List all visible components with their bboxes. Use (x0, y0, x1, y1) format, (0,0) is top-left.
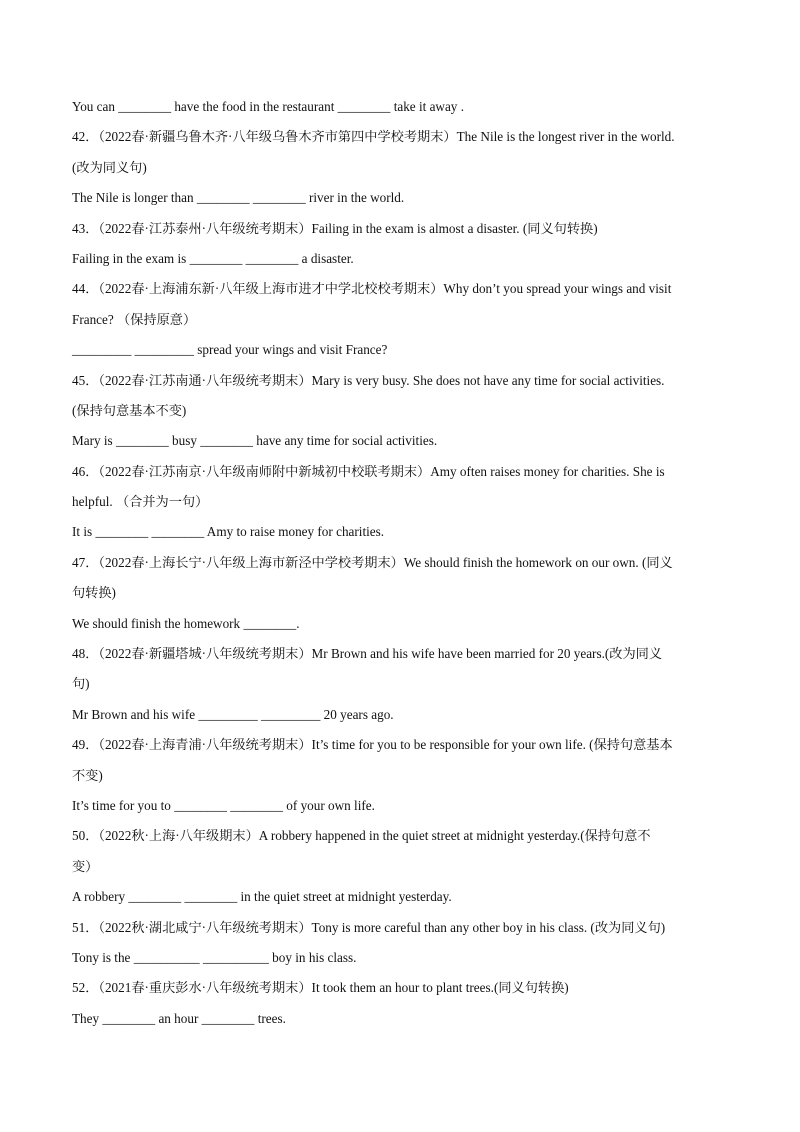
q49-prompt: 49．（2022春·上海青浦·八年级统考期末）It’s time for you to be responsible for your own life. (保持句意基本 (72, 737, 673, 753)
q51-answer-line: Tony is the __________ __________ boy in his class. (72, 949, 357, 965)
q45-instruction: (保持句意基本不变) (72, 402, 187, 418)
q47-answer-line: We should finish the homework ________. (72, 615, 300, 631)
q47-prompt: 47．（2022春·上海长宁·八年级上海市新泾中学校考期末）We should finish the homework on our own. (同义 (72, 554, 673, 570)
document-page (72, 92, 732, 1034)
q50-prompt: 50．（2022秋·上海·八年级期末）A robbery happened in the quiet street at midnight yesterday.(保持句意不 (72, 828, 651, 844)
q49-instruction: 不变) (72, 767, 103, 783)
q47-instruction: 句转换) (72, 585, 116, 601)
q43-answer-line: Failing in the exam is ________ ________ a disaster. (72, 250, 354, 266)
q50-answer-line: A robbery ________ ________ in the quiet street at midnight yesterday. (72, 889, 452, 905)
q45-answer-line: Mary is ________ busy ________ have any time for social activities. (72, 433, 438, 449)
q52-answer-line: They ________ an hour ________ trees. (72, 1010, 286, 1026)
q44-answer-line: _________ _________ spread your wings and visit France? (72, 342, 388, 358)
q43-prompt: 43．（2022春·江苏泰州·八年级统考期末）Failing in the exam is almost a disaster. (同义句转换) (72, 220, 598, 236)
q44-prompt-cont: France? （保持原意） (72, 311, 197, 327)
q45-prompt: 45．（2022春·江苏南通·八年级统考期末）Mary is very busy. She does not have any time for social activities. (72, 372, 665, 388)
q49-answer-line: It’s time for you to ________ ________ of your own life. (72, 797, 375, 813)
q51-prompt: 51．（2022秋·湖北咸宁·八年级统考期末）Tony is more careful than any other boy in his class. (改为同义句) (72, 919, 666, 935)
q46-answer-line: It is ________ ________ Amy to raise money for charities. (72, 524, 385, 540)
q44-prompt: 44．（2022春·上海浦东新·八年级上海市进才中学北校校考期末）Why don’t you spread your wings and visit (72, 281, 672, 297)
q46-prompt: 46．（2022春·江苏南京·八年级南师附中新城初中校联考期末）Amy often raises money for charities. She is (72, 463, 665, 479)
q42-answer-line: The Nile is longer than ________ ________ river in the world. (72, 190, 405, 206)
q48-answer-line: Mr Brown and his wife _________ _________ 20 years ago. (72, 706, 394, 722)
q46-prompt-cont: helpful. （合并为一句） (72, 494, 209, 510)
q50-instruction: 变） (72, 858, 99, 874)
q42-prompt: 42．（2022春·新疆乌鲁木齐·八年级乌鲁木齐市第四中学校考期末）The Nile is the longest river in the world. (72, 129, 675, 145)
q52-prompt: 52．（2021春·重庆彭水·八年级统考期末）It took them an hour to plant trees.(同义句转换) (72, 980, 569, 996)
q48-prompt: 48．（2022春·新疆塔城·八年级统考期末）Mr Brown and his wife have been married for 20 years.(改为同义 (72, 646, 663, 662)
q42-instruction: (改为同义句) (72, 159, 147, 175)
q48-instruction: 句) (72, 676, 90, 692)
q41-answer-line: You can ________ have the food in the restaurant ________ take it away . (72, 99, 464, 114)
